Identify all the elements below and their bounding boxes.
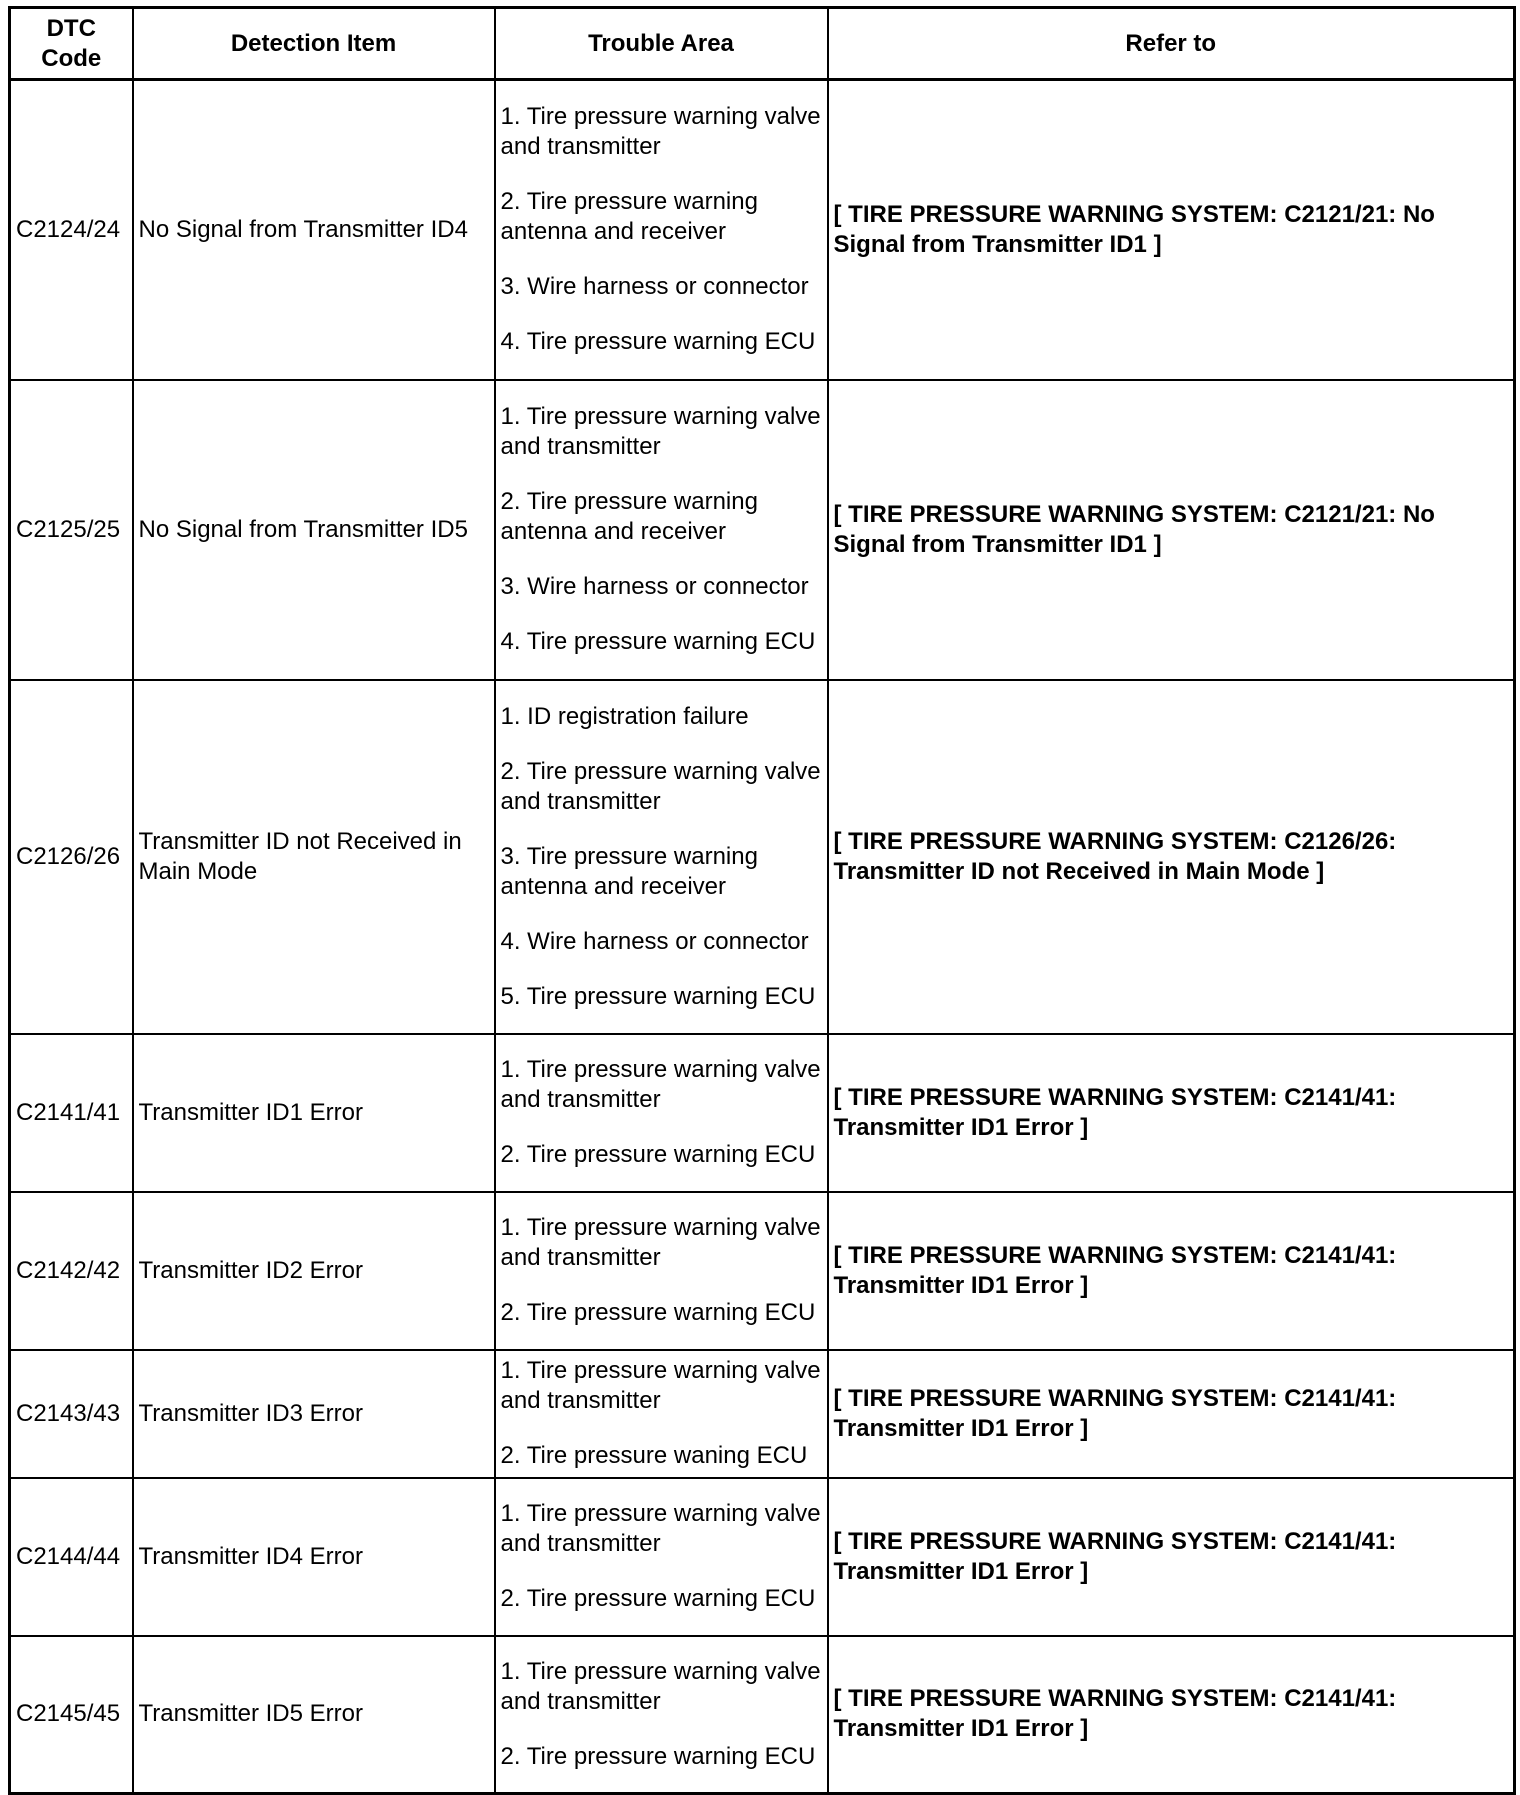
dtc-code-cell: C2145/45 xyxy=(10,1636,133,1794)
trouble-area-item: 1. Tire pressure warning valve and transmitter xyxy=(500,103,821,161)
dtc-code-cell: C2142/42 xyxy=(10,1192,133,1350)
trouble-area-list xyxy=(501,1055,822,1170)
header-refer-to: Refer to xyxy=(828,8,1515,80)
trouble-area-list xyxy=(501,1657,822,1772)
trouble-area-item: 2. Tire pressure warning antenna and receiver xyxy=(500,488,758,545)
table-row xyxy=(10,1350,1515,1478)
trouble-area-item: 2. Tire pressure waning ECU xyxy=(500,1442,808,1469)
dtc-code-cell: C2124/24 xyxy=(10,80,133,380)
trouble-area-item: 2. Tire pressure warning ECU xyxy=(500,1585,816,1612)
refer-to-link[interactable]: [ TIRE PRESSURE WARNING SYSTEM: C2121/21: No Signal from Transmitter ID1 ] xyxy=(828,380,1515,680)
trouble-area-item: 2. Tire pressure warning ECU xyxy=(500,1742,816,1770)
table-row xyxy=(10,1478,1515,1636)
trouble-area-item: 4. Wire harness or connector xyxy=(500,927,809,955)
table-row xyxy=(10,680,1515,1034)
trouble-area-item: 3. Wire harness or connector xyxy=(500,573,809,600)
trouble-area-cell xyxy=(495,80,828,380)
dtc-code-cell: C2126/26 xyxy=(10,680,133,1034)
trouble-area-item: 2. Tire pressure warning ECU xyxy=(500,1141,816,1168)
trouble-area-item: 2. Tire pressure warning antenna and receiver xyxy=(500,188,758,246)
detection-item-cell: Transmitter ID1 Error xyxy=(133,1034,495,1192)
trouble-area-item: 1. Tire pressure warning valve and transmitter xyxy=(500,403,821,460)
detection-item-cell: Transmitter ID5 Error xyxy=(133,1636,495,1794)
table-row xyxy=(10,380,1515,680)
table-row xyxy=(10,80,1515,380)
header-trouble-area: Trouble Area xyxy=(495,8,828,80)
table-row xyxy=(10,1636,1515,1794)
trouble-area-item: 1. Tire pressure warning valve and transmitter xyxy=(500,1056,821,1113)
trouble-area-item: 3. Tire pressure warning antenna and receiver xyxy=(500,842,758,900)
trouble-area-list xyxy=(501,702,822,1012)
trouble-area-item: 1. Tire pressure warning valve and transmitter xyxy=(500,1214,821,1271)
dtc-code-cell: C2144/44 xyxy=(10,1478,133,1636)
refer-to-link[interactable]: [ TIRE PRESSURE WARNING SYSTEM: C2141/41: Transmitter ID1 Error ] xyxy=(828,1350,1515,1478)
trouble-area-list xyxy=(501,1499,822,1614)
detection-item-cell: Transmitter ID not Received in Main Mode xyxy=(133,680,495,1034)
refer-to-link[interactable]: [ TIRE PRESSURE WARNING SYSTEM: C2141/41: Transmitter ID1 Error ] xyxy=(828,1636,1515,1794)
detection-item-cell: Transmitter ID4 Error xyxy=(133,1478,495,1636)
trouble-area-cell xyxy=(495,1478,828,1636)
refer-to-link[interactable]: [ TIRE PRESSURE WARNING SYSTEM: C2121/21: No Signal from Transmitter ID1 ] xyxy=(828,80,1515,380)
trouble-area-item: 3. Wire harness or connector xyxy=(500,273,809,301)
trouble-area-list xyxy=(501,1356,822,1471)
trouble-area-item: 1. Tire pressure warning valve and transmitter xyxy=(500,1500,821,1557)
refer-to-link[interactable]: [ TIRE PRESSURE WARNING SYSTEM: C2141/41: Transmitter ID1 Error ] xyxy=(828,1478,1515,1636)
trouble-area-cell xyxy=(495,380,828,680)
refer-to-link[interactable]: [ TIRE PRESSURE WARNING SYSTEM: C2141/41: Transmitter ID1 Error ] xyxy=(828,1034,1515,1192)
detection-item-cell: No Signal from Transmitter ID4 xyxy=(133,80,495,380)
trouble-area-item: 5. Tire pressure warning ECU xyxy=(500,982,816,1010)
header-row xyxy=(10,8,1515,80)
dtc-table xyxy=(8,6,1516,1795)
dtc-code-cell: C2125/25 xyxy=(10,380,133,680)
detection-item-cell: Transmitter ID2 Error xyxy=(133,1192,495,1350)
trouble-area-list xyxy=(501,102,822,357)
dtc-code-cell: C2143/43 xyxy=(10,1350,133,1478)
refer-to-link[interactable]: [ TIRE PRESSURE WARNING SYSTEM: C2141/41: Transmitter ID1 Error ] xyxy=(828,1192,1515,1350)
trouble-area-item: 2. Tire pressure warning ECU xyxy=(500,1299,816,1326)
table-row xyxy=(10,1034,1515,1192)
trouble-area-list xyxy=(501,1213,822,1328)
trouble-area-cell xyxy=(495,680,828,1034)
trouble-area-item: 4. Tire pressure warning ECU xyxy=(500,328,816,356)
trouble-area-item: 1. Tire pressure warning valve and transmitter xyxy=(500,1657,821,1715)
trouble-area-list xyxy=(501,402,822,657)
dtc-code-cell: C2141/41 xyxy=(10,1034,133,1192)
table-body xyxy=(10,80,1515,1794)
header-detection-item: Detection Item xyxy=(133,8,495,80)
trouble-area-item: 1. Tire pressure warning valve and transmitter xyxy=(500,1357,821,1414)
trouble-area-cell xyxy=(495,1192,828,1350)
trouble-area-cell xyxy=(495,1034,828,1192)
detection-item-cell: Transmitter ID3 Error xyxy=(133,1350,495,1478)
detection-item-cell: No Signal from Transmitter ID5 xyxy=(133,380,495,680)
trouble-area-item: 2. Tire pressure warning valve and transmitter xyxy=(500,757,821,815)
refer-to-link[interactable]: [ TIRE PRESSURE WARNING SYSTEM: C2126/26: Transmitter ID not Received in Main Mode ] xyxy=(828,680,1515,1034)
trouble-area-item: 1. ID registration failure xyxy=(500,702,749,730)
header-dtc-code: DTC Code xyxy=(10,8,133,80)
trouble-area-cell xyxy=(495,1636,828,1794)
table-row xyxy=(10,1192,1515,1350)
trouble-area-cell xyxy=(495,1350,828,1478)
trouble-area-item: 4. Tire pressure warning ECU xyxy=(500,628,816,655)
